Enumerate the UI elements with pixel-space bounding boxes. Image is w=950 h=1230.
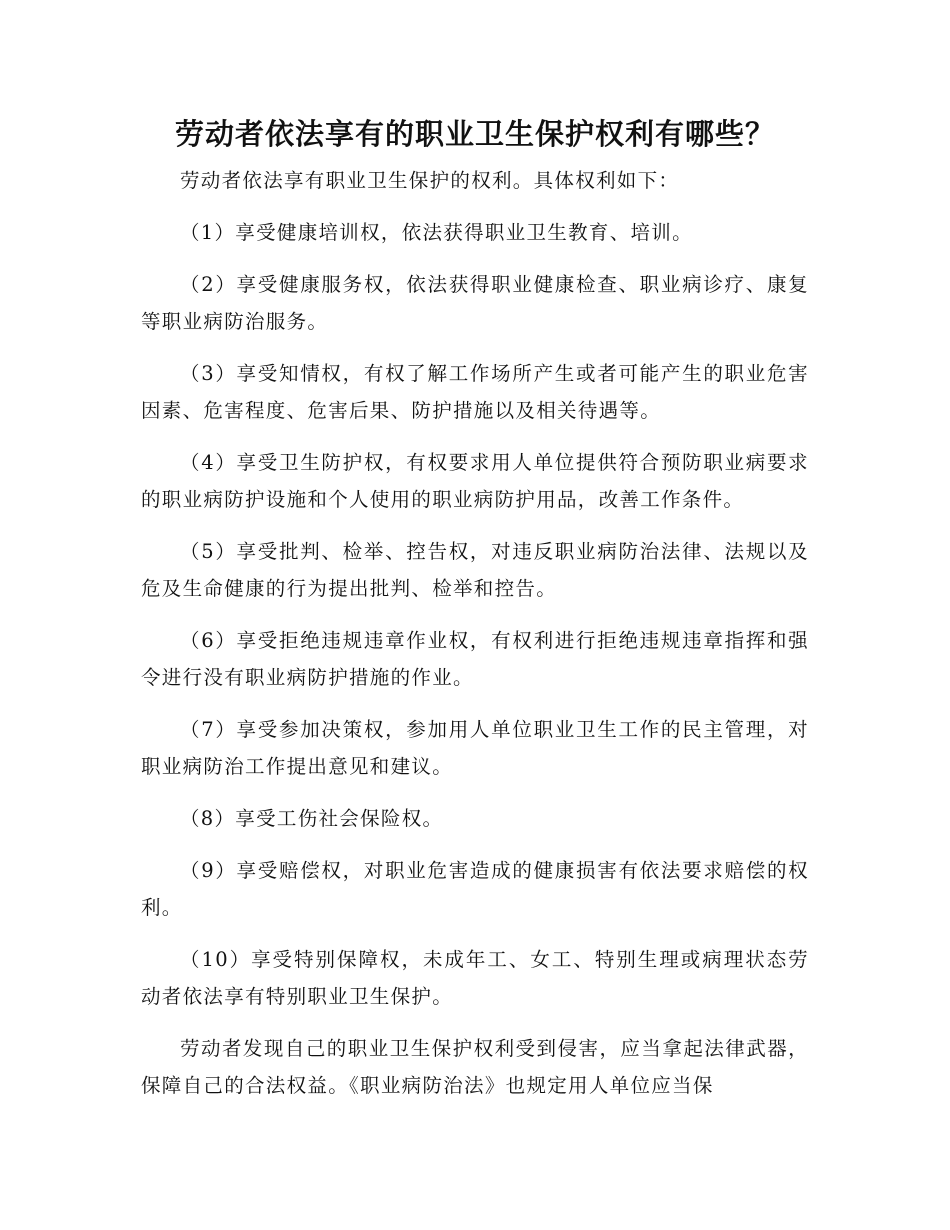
right-item-1: （1）享受健康培训权，依法获得职业卫生教育、培训。 bbox=[180, 221, 693, 244]
document-title: 劳动者依法享有的职业卫生保护权利有哪些？ bbox=[174, 117, 775, 151]
right-item-7: （7）享受参加决策权，参加用人单位职业卫生工作的民主管理，对职业病防治工作提出意见和建议。 bbox=[141, 718, 809, 778]
right-item-3: （3）享受知情权，有权了解工作场所产生或者可能产生的职业危害因素、危害程度、危害后果、防护措施以及相关待遇等。 bbox=[141, 362, 809, 422]
right-item-8: （8）享受工伤社会保险权。 bbox=[180, 807, 444, 830]
closing-paragraph: 劳动者发现自己的职业卫生保护权利受到侵害，应当拿起法律武器，保障自己的合法权益。《职业病防治法》也规定用人单位应当保 bbox=[141, 1037, 809, 1097]
right-item-4: （4）享受卫生防护权，有权要求用人单位提供符合预防职业病要求的职业病防护设施和个人使用的职业病防护用品，改善工作条件。 bbox=[141, 451, 809, 511]
right-item-9: （9）享受赔偿权，对职业危害造成的健康损害有依法要求赔偿的权利。 bbox=[141, 859, 809, 919]
right-item-10: （10）享受特别保障权，未成年工、女工、特别生理或病理状态劳动者依法享有特别职业卫生保护。 bbox=[141, 948, 809, 1008]
document-body bbox=[141, 162, 809, 1119]
right-item-6: （6）享受拒绝违规违章作业权，有权利进行拒绝违规违章指挥和强令进行没有职业病防护措施的作业。 bbox=[141, 629, 809, 689]
right-item-5: （5）享受批判、检举、控告权，对违反职业病防治法律、法规以及危及生命健康的行为提出批判、检举和控告。 bbox=[141, 540, 809, 600]
right-item-2: （2）享受健康服务权，依法获得职业健康检查、职业病诊疗、康复等职业病防治服务。 bbox=[141, 273, 809, 333]
intro-paragraph: 劳动者依法享有职业卫生保护的权利。具体权利如下： bbox=[180, 169, 680, 192]
